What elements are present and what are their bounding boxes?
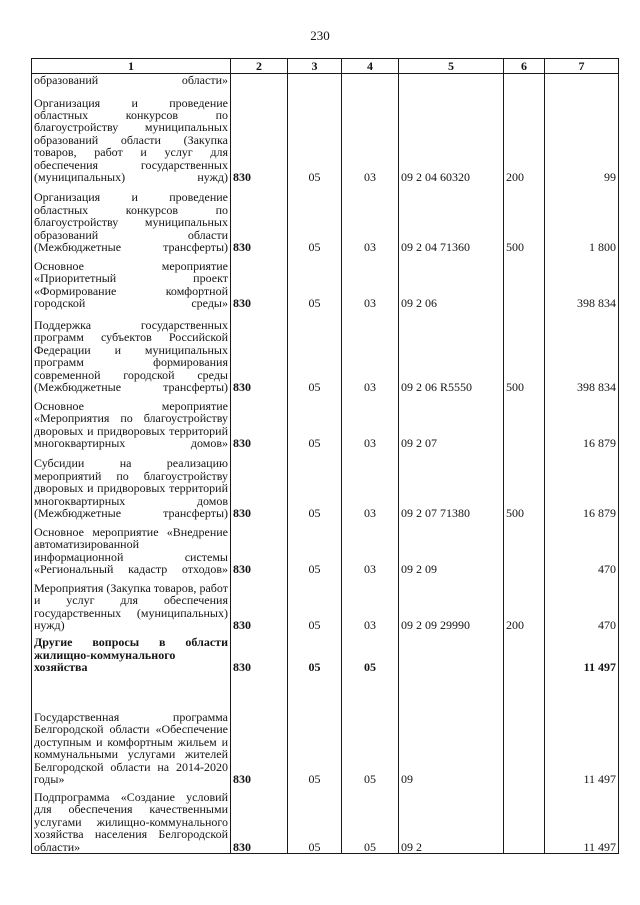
row-name-cell: Основное мероприятие «Внедрение автоматизированной информационной системы «Региональный кадастр отходов» <box>32 520 231 576</box>
row-admin-code: 830 <box>231 88 288 184</box>
row-amount: 11 497 <box>545 632 619 674</box>
row-admin-code: 830 <box>231 254 288 310</box>
row-admin-code: 830 <box>231 310 288 394</box>
table-row <box>32 88 619 184</box>
header-col-5: 5 <box>399 59 504 74</box>
header-col-6: 6 <box>504 59 545 74</box>
row-target-article <box>399 74 504 88</box>
row-name-cell: Субсидии на реализацию мероприятий по благоустройству дворовых и придворовых территорий многоквартирных домов (Межбюджетные трансферты) <box>32 450 231 520</box>
row-amount: 11 497 <box>545 786 619 854</box>
row-section-code: 05 <box>288 786 342 854</box>
row-name-cell: Организация и проведение областных конкурсов по благоустройству муниципальных образований области (Закупка товаров, работ и услуг для обеспечения государственных (муниципальных) нужд) <box>32 88 231 184</box>
table-row <box>32 520 619 576</box>
row-expense-type: 500 <box>504 310 545 394</box>
row-subsection-code: 05 <box>342 786 399 854</box>
row-amount: 398 834 <box>545 310 619 394</box>
table-row <box>32 576 619 632</box>
row-subsection-code: 03 <box>342 184 399 254</box>
row-target-article: 09 2 07 71380 <box>399 450 504 520</box>
row-section-code: 05 <box>288 88 342 184</box>
row-expense-type <box>504 786 545 854</box>
row-amount: 470 <box>545 576 619 632</box>
table-row <box>32 786 619 854</box>
row-subsection-code: 03 <box>342 88 399 184</box>
row-target-article: 09 2 04 71360 <box>399 184 504 254</box>
table-row <box>32 184 619 254</box>
header-col-2: 2 <box>231 59 288 74</box>
row-name-cell: Мероприятия (Закупка товаров, работ и услуг для обеспечения государственных (муниципальных) нужд) <box>32 576 231 632</box>
row-expense-type <box>504 74 545 88</box>
row-subsection-code: 03 <box>342 254 399 310</box>
row-target-article: 09 2 06 R5550 <box>399 310 504 394</box>
row-subsection-code: 03 <box>342 576 399 632</box>
budget-table <box>31 58 619 854</box>
row-amount: 99 <box>545 88 619 184</box>
row-expense-type <box>504 520 545 576</box>
row-amount: 398 834 <box>545 254 619 310</box>
row-section-code: 05 <box>288 394 342 450</box>
table-body <box>32 74 619 854</box>
row-name-cell: Другие вопросы в области жилищно-коммунального хозяйства <box>32 632 231 674</box>
table-row <box>32 394 619 450</box>
table-header-row <box>32 59 619 74</box>
row-expense-type <box>504 394 545 450</box>
header-col-7: 7 <box>545 59 619 74</box>
row-section-code: 05 <box>288 310 342 394</box>
row-target-article <box>399 632 504 674</box>
row-name-cell: Подпрограмма «Создание условий для обеспечения качественными услугами жилищно-коммунального хозяйства населения Белгородской области» <box>32 786 231 854</box>
row-expense-type: 500 <box>504 184 545 254</box>
row-section-code: 05 <box>288 576 342 632</box>
row-amount: 16 879 <box>545 394 619 450</box>
table-row <box>32 310 619 394</box>
table-row <box>32 632 619 674</box>
row-subsection-code: 03 <box>342 520 399 576</box>
row-section-code: 05 <box>288 632 342 674</box>
row-subsection-code: 05 <box>342 674 399 786</box>
row-name-cell: Основное мероприятие «Приоритетный проект «Формирование комфортной городской среды» <box>32 254 231 310</box>
row-name-cell: Поддержка государственных программ субъектов Российской Федерации и муниципальных программ формирования современной городской среды (Межбюджетные трансферты) <box>32 310 231 394</box>
row-amount: 1 800 <box>545 184 619 254</box>
row-subsection-code <box>342 74 399 88</box>
row-amount: 470 <box>545 520 619 576</box>
row-admin-code: 830 <box>231 520 288 576</box>
header-col-3: 3 <box>288 59 342 74</box>
row-admin-code <box>231 74 288 88</box>
page-number: 230 <box>310 28 330 43</box>
row-section-code <box>288 74 342 88</box>
table-row <box>32 254 619 310</box>
row-amount <box>545 74 619 88</box>
row-subsection-code: 05 <box>342 632 399 674</box>
row-admin-code: 830 <box>231 576 288 632</box>
row-section-code: 05 <box>288 184 342 254</box>
row-target-article: 09 2 07 <box>399 394 504 450</box>
row-name-cell: образований области» <box>32 74 231 88</box>
row-section-code: 05 <box>288 254 342 310</box>
table-row <box>32 674 619 786</box>
row-target-article: 09 2 09 <box>399 520 504 576</box>
row-expense-type <box>504 254 545 310</box>
row-admin-code: 830 <box>231 674 288 786</box>
row-name-cell: Организация и проведение областных конкурсов по благоустройству муниципальных образований области (Межбюджетные трансферты) <box>32 184 231 254</box>
table-row <box>32 74 619 88</box>
row-name-cell: Основное мероприятие «Мероприятия по благоустройству дворовых и придворовых территорий многоквартирных домов» <box>32 394 231 450</box>
row-target-article: 09 2 04 60320 <box>399 88 504 184</box>
table-row <box>32 450 619 520</box>
row-amount: 16 879 <box>545 450 619 520</box>
row-target-article: 09 2 06 <box>399 254 504 310</box>
row-section-code: 05 <box>288 674 342 786</box>
row-subsection-code: 03 <box>342 450 399 520</box>
row-amount: 11 497 <box>545 674 619 786</box>
row-name-cell: Государственная программа Белгородской области «Обеспечение доступным и комфортным жильем и коммунальными услугами жителей Белгородской области на 2014-2020 годы» <box>32 674 231 786</box>
row-admin-code: 830 <box>231 394 288 450</box>
row-expense-type: 200 <box>504 88 545 184</box>
row-target-article: 09 <box>399 674 504 786</box>
row-section-code: 05 <box>288 520 342 576</box>
row-subsection-code: 03 <box>342 310 399 394</box>
row-expense-type <box>504 632 545 674</box>
row-expense-type <box>504 674 545 786</box>
row-section-code: 05 <box>288 450 342 520</box>
row-expense-type: 200 <box>504 576 545 632</box>
row-admin-code: 830 <box>231 632 288 674</box>
row-expense-type: 500 <box>504 450 545 520</box>
row-admin-code: 830 <box>231 786 288 854</box>
header-col-1: 1 <box>32 59 231 74</box>
row-admin-code: 830 <box>231 184 288 254</box>
row-subsection-code: 03 <box>342 394 399 450</box>
header-col-4: 4 <box>342 59 399 74</box>
row-target-article: 09 2 09 29990 <box>399 576 504 632</box>
row-target-article: 09 2 <box>399 786 504 854</box>
row-admin-code: 830 <box>231 450 288 520</box>
